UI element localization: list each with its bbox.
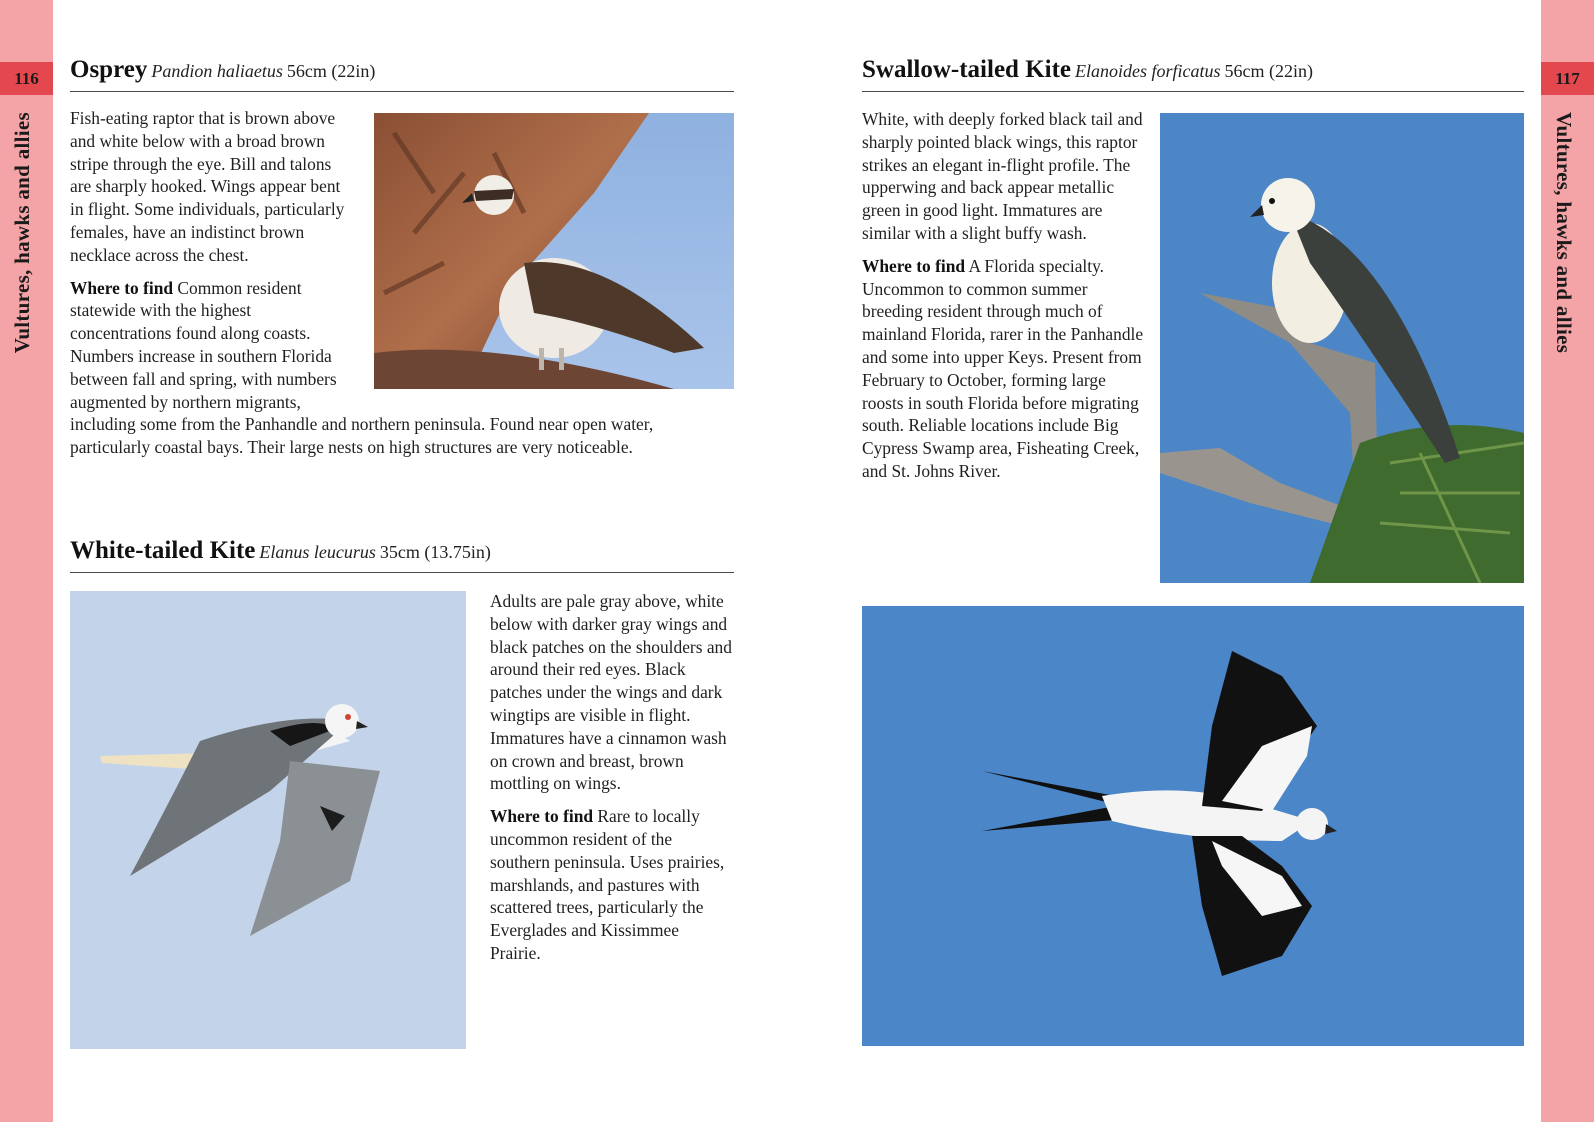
species-common-name: Swallow-tailed Kite bbox=[862, 56, 1072, 83]
osprey-header bbox=[70, 56, 734, 92]
species-latin-name: Elanus leucurus bbox=[259, 542, 376, 562]
page-number-left: 116 bbox=[0, 62, 53, 95]
swallow-tailed-kite-header bbox=[862, 56, 1524, 92]
page-number-right: 117 bbox=[1541, 62, 1594, 95]
white-tailed-kite-description: Adults are pale gray above, white below with darker gray wings and black patches on the shoulders and around their red eyes. Black patches under the wings and dark wingtips are visible in flight. Immatures have a cinnamon wash on crown and breast, brown mottling on wings. bbox=[490, 591, 732, 794]
species-latin-name: Elanoides forficatus bbox=[1075, 61, 1221, 81]
section-label-right: Vultures, hawks and allies bbox=[1552, 112, 1576, 354]
swallow-tailed-kite-where bbox=[862, 255, 1144, 483]
section-label-left: Vultures, hawks and allies bbox=[10, 112, 34, 354]
swallow-tailed-kite-description: White, with deeply forked black tail and sharply pointed black wings, this raptor strikes an elegant in-flight profile. The upperwing and back appear metallic green in good light. Immatures are similar with a slight buffy wash. bbox=[862, 109, 1143, 243]
white-tailed-kite-photo bbox=[70, 591, 466, 1049]
species-size: 56cm (22in) bbox=[1224, 61, 1313, 81]
osprey-description: Fish-eating raptor that is brown above and white below with a broad brown stripe through the eye. Bill and talons are sharply hooked. Wings appear bent in flight. Some individuals, particularly females, have an indistinct brown necklace across the chest. bbox=[70, 108, 345, 265]
white-tailed-kite-header bbox=[70, 537, 734, 573]
species-size: 56cm (22in) bbox=[286, 61, 376, 81]
where-to-find-label: Where to find bbox=[70, 277, 174, 298]
swallow-tailed-kite-text bbox=[862, 108, 1144, 493]
swallow-tailed-kite-flight-photo bbox=[862, 606, 1524, 1046]
where-to-find-label: Where to find bbox=[862, 255, 966, 276]
species-common-name: White-tailed Kite bbox=[70, 537, 256, 564]
right-section-tab bbox=[1541, 0, 1594, 1122]
species-size: 35cm (13.75in) bbox=[379, 542, 491, 562]
where-to-find-text: A Florida specialty. Uncommon to common summer breeding resident through much of mainland Florida, rarer in the Panhandle and some into upper Keys. Present from February to October, forming large roosts in south Florida before migrating south. Reliable locations include Big Cypress Swamp area, Fisheating Creek, and St. Johns River. bbox=[862, 255, 1144, 481]
where-to-find-label: Where to find bbox=[490, 806, 594, 827]
left-section-tab bbox=[0, 0, 53, 1122]
osprey-text bbox=[70, 107, 734, 469]
white-tailed-kite-text bbox=[490, 590, 734, 975]
white-tailed-kite-where bbox=[490, 805, 734, 965]
osprey-photo bbox=[374, 113, 734, 389]
swallow-tailed-kite-perched-photo bbox=[1160, 113, 1524, 583]
species-common-name: Osprey bbox=[70, 56, 148, 83]
species-latin-name: Pandion haliaetus bbox=[151, 61, 283, 81]
where-to-find-text: Common resident statewide with the highest concentrations found along coasts. Numbers increase in southern Florida between fall and spring, with numbers augmented by northern migrants, including some from the Panhandle and northern peninsula. Found near open water, particularly coastal bays. Their large nests on high structures are very noticeable. bbox=[70, 277, 654, 458]
where-to-find-text: Rare to locally uncommon resident of the southern peninsula. Uses prairies, marshlands, and pastures with scattered trees, particularly the Everglades and Kissimmee Prairie. bbox=[490, 806, 725, 963]
